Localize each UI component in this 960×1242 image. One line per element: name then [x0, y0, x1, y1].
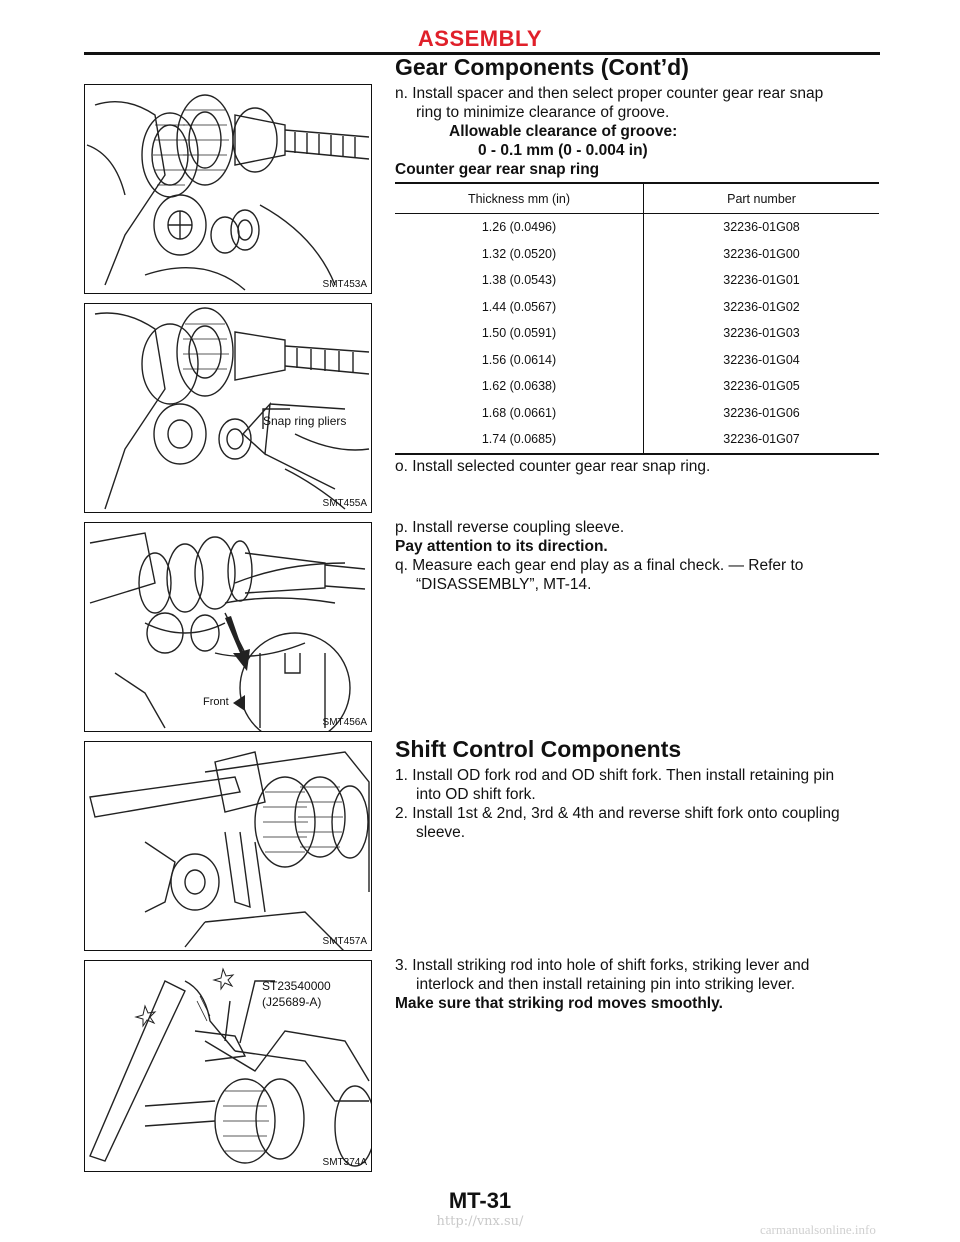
figure-code: SMT374A — [322, 1157, 367, 1168]
table-row — [395, 241, 879, 268]
figure-callout-label: Snap ring pliers — [263, 414, 347, 428]
tool-number-alt-label: (J25689-A) — [262, 995, 322, 1009]
thickness-cell: 1.74 (0.0685) — [395, 426, 644, 454]
shift-step-3-note: Make sure that striking rod moves smoothly. — [395, 995, 723, 1012]
shift-step-1-line2: into OD shift fork. — [416, 786, 536, 803]
shift-step-2 — [395, 804, 880, 842]
part-number-cell: 32236-01G08 — [723, 220, 800, 235]
part-number-cell: 32236-01G00 — [723, 246, 800, 261]
part-number-cell: 32236-01G05 — [723, 379, 800, 394]
column-header-part-number: Part number — [644, 183, 880, 214]
table-row — [395, 347, 879, 374]
shift-step-2-line1: 2. Install 1st & 2nd, 3rd & 4th and reverse shift fork onto coupling — [395, 805, 840, 822]
part-number-cell: 32236-01G06 — [723, 405, 800, 420]
section-heading: ASSEMBLY — [417, 26, 543, 51]
table-row — [395, 294, 879, 321]
shift-step-1-line1: 1. Install OD fork rod and OD shift fork. Then install retaining pin — [395, 767, 835, 784]
shift-control-heading: Shift Control Components — [395, 736, 682, 762]
figure-smt456a — [84, 522, 372, 732]
column-header-thickness: Thickness mm (in) — [395, 183, 644, 214]
table-row — [395, 267, 879, 294]
snap-ring-pliers-illustration — [85, 304, 372, 513]
shift-step-1 — [395, 766, 880, 804]
step-n — [395, 84, 880, 122]
table-row — [395, 320, 879, 347]
thickness-cell: 1.32 (0.0520) — [395, 241, 644, 268]
step-q-line2: “DISASSEMBLY”, MT-14. — [416, 576, 592, 593]
table-row — [395, 426, 879, 454]
thickness-cell: 1.44 (0.0567) — [395, 294, 644, 321]
step-q — [395, 556, 880, 594]
clearance-spec-label: Allowable clearance of groove: — [449, 123, 678, 140]
step-n-line1: n. Install spacer and then select proper counter gear rear snap — [395, 85, 824, 102]
shift-step-3-line1: 3. Install striking rod into hole of shift forks, striking lever and — [395, 957, 810, 974]
figure-code: SMT453A — [322, 279, 367, 290]
figure-smt457a — [84, 741, 372, 951]
figure-smt455a — [84, 303, 372, 513]
thickness-cell: 1.50 (0.0591) — [395, 320, 644, 347]
step-n-line2: ring to minimize clearance of groove. — [416, 104, 670, 121]
shift-step-3-line2: interlock and then install retaining pin into striking lever. — [416, 976, 796, 993]
gear-assembly-illustration — [85, 85, 372, 294]
clearance-spec-value: 0 - 0.1 mm (0 - 0.004 in) — [478, 142, 648, 159]
table-row — [395, 400, 879, 427]
watermark-text: carmanualsonline.info — [760, 1222, 876, 1237]
figure-code: SMT456A — [322, 717, 367, 728]
figure-smt453a — [84, 84, 372, 294]
shift-fork-illustration — [85, 742, 372, 951]
thickness-cell: 1.62 (0.0638) — [395, 373, 644, 400]
table-header-row — [395, 183, 879, 214]
shift-step-3 — [395, 956, 880, 994]
page-title: Gear Components (Cont’d) — [395, 54, 689, 80]
part-number-cell: 32236-01G02 — [723, 299, 800, 314]
table-row — [395, 373, 879, 400]
figure-callout-label: Front — [203, 696, 229, 708]
part-number-cell: 32236-01G04 — [723, 352, 800, 367]
tool-number-label: ST23540000 — [262, 979, 331, 993]
thickness-cell: 1.68 (0.0661) — [395, 400, 644, 427]
table-caption: Counter gear rear snap ring — [395, 161, 600, 178]
thickness-cell: 1.38 (0.0543) — [395, 267, 644, 294]
shift-step-2-line2: sleeve. — [416, 824, 466, 841]
footer-url: http://vnx.su/ — [436, 1214, 524, 1229]
table-row — [395, 214, 879, 241]
thickness-cell: 1.56 (0.0614) — [395, 347, 644, 374]
step-p-note: Pay attention to its direction. — [395, 538, 608, 555]
step-p: p. Install reverse coupling sleeve. — [395, 519, 625, 536]
page-number: MT-31 — [448, 1188, 512, 1213]
figure-code: SMT457A — [322, 936, 367, 947]
thickness-cell: 1.26 (0.0496) — [395, 214, 644, 241]
part-number-cell: 32236-01G03 — [723, 326, 800, 341]
figure-smt374a — [84, 960, 372, 1172]
part-number-cell: 32236-01G01 — [723, 273, 800, 288]
part-number-cell: 32236-01G07 — [723, 432, 800, 447]
step-o: o. Install selected counter gear rear snap ring. — [395, 458, 711, 475]
snap-ring-table — [395, 182, 879, 455]
step-q-line1: q. Measure each gear end play as a final check. — Refer to — [395, 557, 804, 574]
figure-code: SMT455A — [322, 498, 367, 509]
